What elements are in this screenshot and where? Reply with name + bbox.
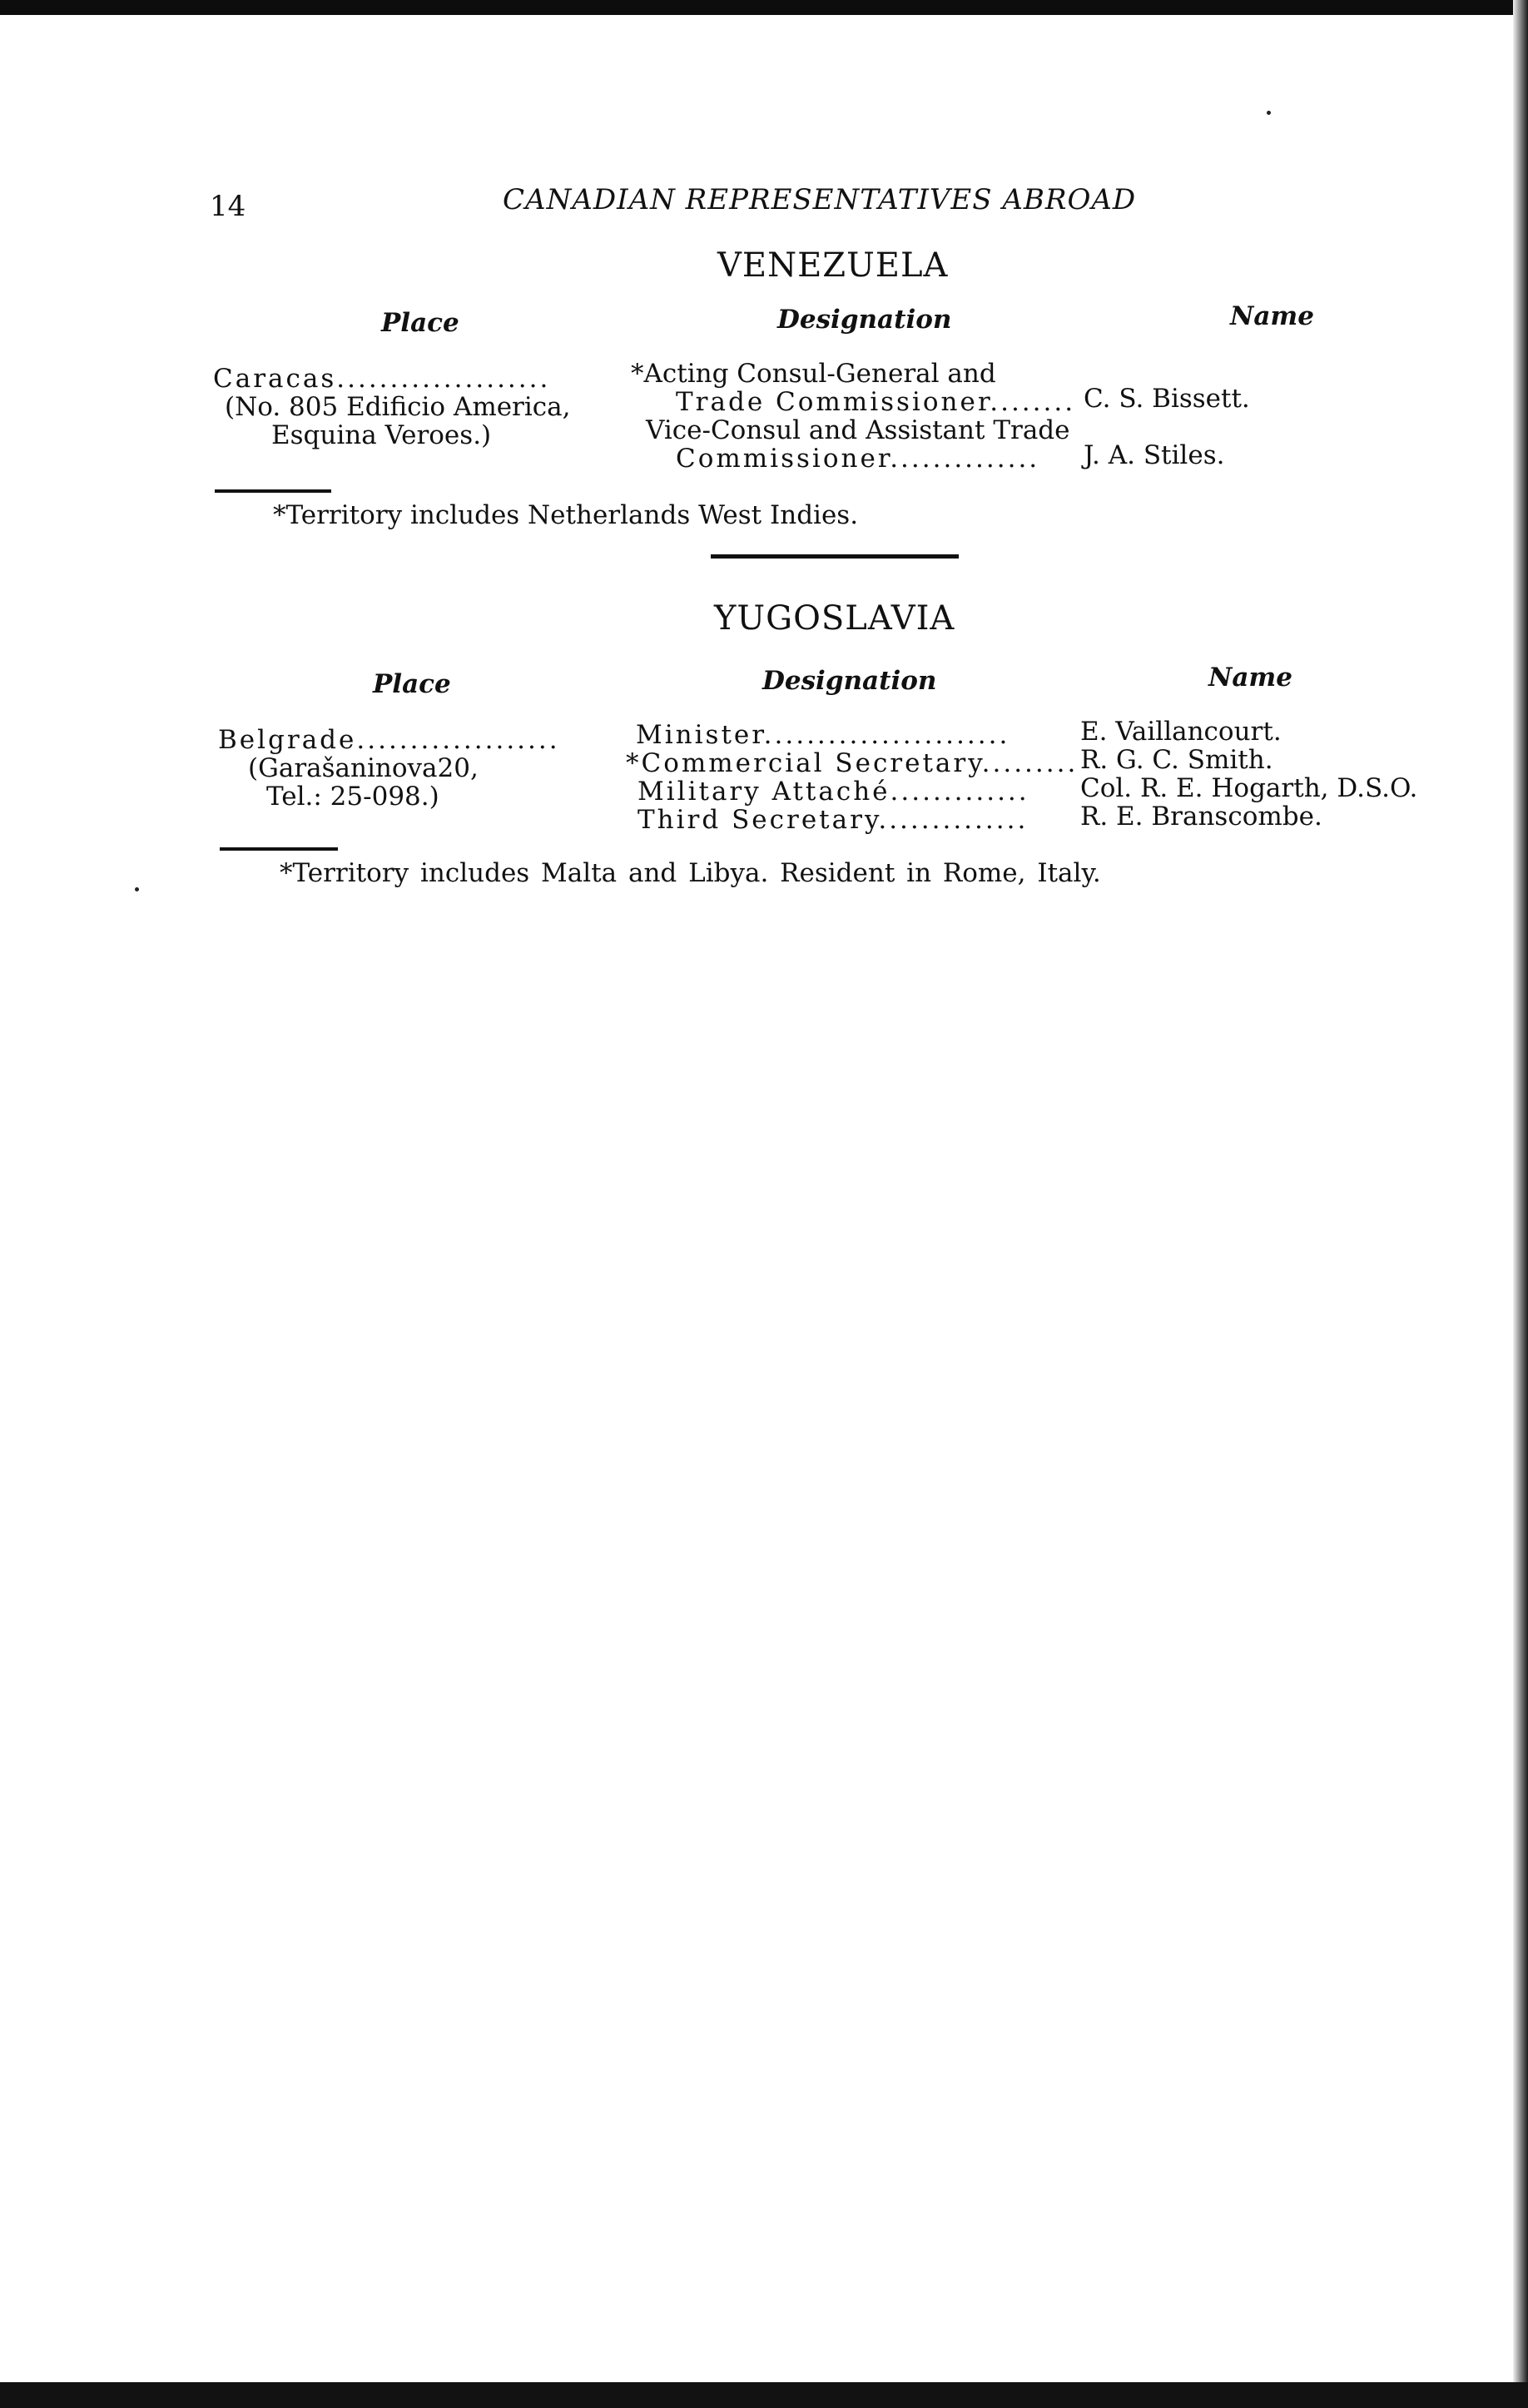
page-number: 14 [210,190,246,223]
place-line: Caracas.................... [213,364,551,394]
place-line: (No. 805 Edificio America, [225,392,571,422]
place-line: Belgrade................... [218,725,560,755]
running-title: CANADIAN REPRESENTATIVES ABROAD [503,183,1137,216]
column-header-name: Name [1230,301,1314,331]
country-heading-venezuela: VENEZUELA [717,246,949,285]
name-entry: R. E. Branscombe. [1080,802,1322,832]
footnote: *Territory includes Netherlands West Indies. [273,500,859,530]
name-entry: R. G. C. Smith. [1080,745,1273,775]
column-header-designation: Designation [777,305,952,335]
designation-line: Vice-Consul and Assistant Trade [646,415,1070,445]
footnote-rule [215,489,331,493]
scan-border-right [1513,0,1528,2408]
place-line: (Garašaninova20, [248,753,479,783]
name-entry: E. Vaillancourt. [1080,717,1282,747]
designation-line: Minister....................... [636,720,1010,750]
name-entry: C. S. Bissett. [1084,384,1250,414]
footnote-rule [220,847,338,851]
designation-line: *Commercial Secretary......... [626,748,1079,778]
country-heading-yugoslavia: YUGOSLAVIA [714,599,955,638]
designation-line: *Acting Consul-General and [631,359,996,389]
scan-speck [135,887,139,891]
section-divider [711,554,959,559]
place-line: Tel.: 25-098.) [266,782,439,812]
designation-line: Trade Commissioner........ [676,387,1076,417]
scan-speck [1267,111,1271,115]
name-entry: Col. R. E. Hogarth, D.S.O. [1080,773,1418,803]
scan-border-bottom [0,2382,1528,2408]
column-header-place: Place [381,308,459,338]
designation-line: Third Secretary.............. [637,805,1029,835]
designation-line: Military Attaché............. [637,777,1029,807]
column-header-place: Place [373,669,451,699]
scan-border-top [0,0,1528,15]
place-line: Esquina Veroes.) [271,420,492,450]
column-header-name: Name [1208,663,1292,693]
designation-line: Commissioner.............. [676,444,1040,474]
column-header-designation: Designation [762,666,937,696]
footnote: *Territory includes Malta and Libya. Resident in Rome, Italy. [280,858,1101,888]
name-entry: J. A. Stiles. [1084,440,1225,470]
